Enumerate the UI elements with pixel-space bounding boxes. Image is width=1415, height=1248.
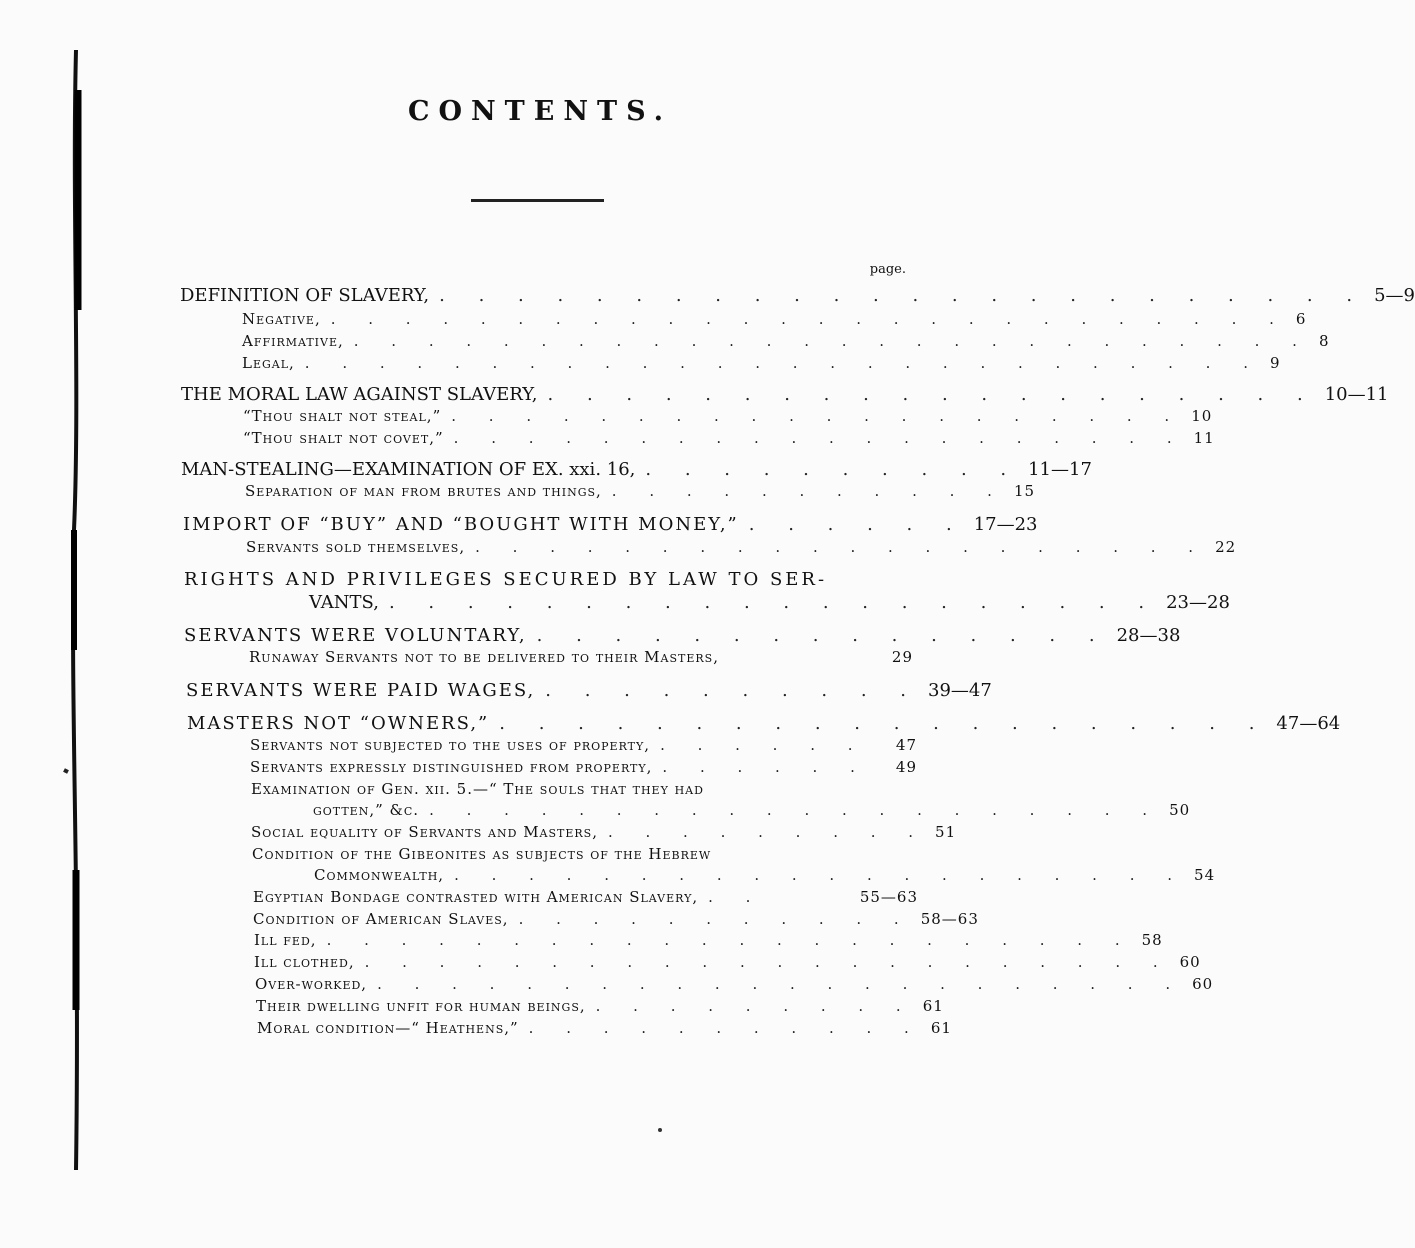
toc-entry-pages: 23—28 xyxy=(1166,592,1230,613)
toc-entry-pages: 55—63 xyxy=(859,888,918,906)
toc-entry-pages: 10—11 xyxy=(1324,384,1389,405)
leader-dots: . . . . . . . . . . xyxy=(645,459,1021,480)
toc-entry-pages: 6 xyxy=(1295,310,1307,328)
leader-dots: . . . . . . xyxy=(748,514,966,535)
toc-subentry[interactable] xyxy=(253,888,918,906)
toc-subentry[interactable] xyxy=(242,332,1330,350)
toc-subentry[interactable] xyxy=(253,910,979,928)
leader-dots: . . . . . . . . . xyxy=(595,997,915,1015)
toc-subentry[interactable] xyxy=(250,758,917,776)
toc-subentry[interactable] xyxy=(254,931,1163,949)
leader-dots: . . . . . . . . . . . . . . . . . . . . xyxy=(429,801,1162,819)
toc-subentry[interactable] xyxy=(251,823,957,841)
toc-entry-title: Ill clothed, xyxy=(254,953,355,971)
toc-entry-title: Condition of American Slaves, xyxy=(253,910,509,928)
toc-entry-pages: 11 xyxy=(1193,429,1215,447)
leader-dots: . . . . . . . . . . . xyxy=(528,1019,923,1037)
leader-dots: . . . . . . xyxy=(660,736,867,754)
toc-entry-pages: 11—17 xyxy=(1028,459,1092,480)
toc-subentry[interactable] xyxy=(243,429,1215,447)
toc-subentry[interactable] xyxy=(246,538,1237,556)
leader-dots: . . . . . . . . . . . . . . . . . . . . . . xyxy=(326,931,1134,949)
toc-entry-title: Legal, xyxy=(242,354,295,372)
toc-subentry[interactable] xyxy=(242,354,1281,372)
toc-entry-title: Servants not subjected to the uses of property, xyxy=(250,736,651,754)
leader-dots: . . . . . . . . . . . . . . . . . . . . xyxy=(499,713,1269,734)
toc-entry-title: Over-worked, xyxy=(255,975,368,993)
toc-entry-pages: 5—9 xyxy=(1374,285,1415,306)
leader-dots: . . . . . . . . . . . . . . . . . . . . xyxy=(547,384,1317,405)
toc-entry[interactable] xyxy=(187,713,1341,734)
toc-entry-pages: 49 xyxy=(895,758,917,776)
toc-entry[interactable] xyxy=(181,384,1389,405)
toc-subentry[interactable] xyxy=(254,953,1201,971)
toc-entry[interactable] xyxy=(181,459,1092,480)
toc-entry-pages: 50 xyxy=(1169,801,1191,819)
toc-entry[interactable] xyxy=(184,625,1181,646)
toc-entry-title: Egyptian Bondage contrasted with American Slavery, xyxy=(253,888,699,906)
page-title: CONTENTS. xyxy=(407,96,673,127)
toc-subentry[interactable] xyxy=(313,801,1191,819)
leader-dots: . . . . . . . . . . . . . . . . . . . . xyxy=(454,866,1187,884)
toc-entry-title: Separation of man from brutes and things, xyxy=(245,482,602,500)
toc-subentry[interactable] xyxy=(255,975,1214,993)
toc-entry[interactable] xyxy=(180,285,1415,306)
toc-entry[interactable] xyxy=(183,514,1038,535)
toc-entry-pages: 61 xyxy=(922,997,944,1015)
toc-entry-title: SERVANTS WERE VOLUNTARY, xyxy=(184,625,527,646)
toc-entry-title: Servants expressly distinguished from property, xyxy=(250,758,653,776)
page-column-heading: page. xyxy=(869,262,906,277)
toc-entry-pages: 15 xyxy=(1013,482,1036,500)
toc-entry-title: Moral condition—“ Heathens,” xyxy=(257,1019,519,1037)
leader-dots: . . . . . . . . . . . . . . . xyxy=(536,625,1109,646)
toc-entry-title: MASTERS NOT “OWNERS,” xyxy=(187,713,490,734)
toc-entry-title: Affirmative, xyxy=(242,332,344,350)
leader-dots: . . . . . . . . . . . xyxy=(611,482,1006,500)
toc-entry-pages: 51 xyxy=(935,823,957,841)
toc-entry-pages: 58 xyxy=(1141,931,1163,949)
toc-entry-title: THE MORAL LAW AGAINST SLAVERY, xyxy=(181,384,538,405)
toc-subentry[interactable] xyxy=(243,407,1213,425)
leader-dots: . . . . . . . . . . . . . . . . . . . . . . xyxy=(364,953,1172,971)
toc-entry-title: IMPORT OF “BUY” AND “BOUGHT WITH MONEY,” xyxy=(183,514,739,535)
toc-entry-pages: 29 xyxy=(891,648,913,666)
toc-entry-pages: 9 xyxy=(1269,354,1281,372)
leader-dots: . . . . . . . . . . . . . . . . . . . . . . . . . . xyxy=(353,332,1311,350)
toc-entry-pages: 22 xyxy=(1215,538,1237,556)
toc-entry-title: Commonwealth, xyxy=(314,866,445,884)
toc-entry-title: VANTS, xyxy=(309,592,379,613)
leader-dots: . . . . . . . . . xyxy=(607,823,928,841)
toc-entry[interactable] xyxy=(309,592,1230,613)
leader-dots: . . xyxy=(708,888,765,906)
toc-entry-title: MAN-STEALING—EXAMINATION OF EX. xxi. 16, xyxy=(181,459,636,480)
toc-entry-title: “Thou shalt not steal,” xyxy=(243,407,442,425)
toc-subentry[interactable] xyxy=(242,310,1307,328)
toc-entry-pages: 60 xyxy=(1179,953,1201,971)
leader-dots: . . . . . . . . . . . . . . . . . . . . . . . . . . xyxy=(330,310,1288,328)
toc-subentry[interactable] xyxy=(250,736,917,754)
toc-entry-pages: 60 xyxy=(1192,975,1214,993)
leader-dots: . . . . . . . . . . . . . . . . . . . . xyxy=(475,538,1208,556)
leader-dots: . . . . . . . . . . . . . . . . . . . . . . . . . . xyxy=(304,354,1262,372)
leader-dots: . . . . . . . . . . xyxy=(545,680,920,701)
toc-entry-title: Their dwelling unfit for human beings, xyxy=(256,997,586,1015)
leader-dots: . . . . . . . . . . . . . . . . . . . . . . . . xyxy=(439,285,1367,306)
toc-entry-title: Runaway Servants not to be delivered to their Masters, xyxy=(249,648,719,666)
toc-entry-pages: 10 xyxy=(1191,407,1213,425)
toc-entry-pages: 54 xyxy=(1194,866,1216,884)
toc-entry-pages: 47 xyxy=(895,736,917,754)
toc-entry-title: Servants sold themselves, xyxy=(246,538,466,556)
toc-entry-title: “Thou shalt not covet,” xyxy=(243,429,444,447)
leader-dots: . . . . . . . . . . . . . . . . . . . . xyxy=(388,592,1159,613)
toc-entry-pages: 28—38 xyxy=(1116,625,1181,646)
toc-entry-title: Social equality of Servants and Masters, xyxy=(251,823,598,841)
toc-subentry[interactable] xyxy=(249,648,913,666)
toc-subentry[interactable] xyxy=(245,482,1036,500)
leader-dots: . . . . . . . . . . . . . . . . . . . . . . xyxy=(377,975,1185,993)
toc-entry-title-line[interactable]: Condition of the Gibeonites as subjects of the Hebrew xyxy=(252,845,712,863)
toc-entry[interactable] xyxy=(186,680,992,701)
toc-entry-title-line[interactable]: RIGHTS AND PRIVILEGES SECURED BY LAW TO SER- xyxy=(184,569,828,590)
toc-entry-title-line[interactable]: Examination of Gen. xii. 5.—“ The souls that they had xyxy=(251,780,704,798)
leader-dots: . . . . . . . . . . . xyxy=(518,910,913,928)
toc-subentry[interactable] xyxy=(257,1019,952,1037)
toc-entry-title: DEFINITION OF SLAVERY, xyxy=(180,285,430,306)
toc-entry-title: Ill fed, xyxy=(254,931,317,949)
toc-entry-pages: 8 xyxy=(1318,332,1330,350)
toc-entry-title: SERVANTS WERE PAID WAGES, xyxy=(186,680,536,701)
toc-entry-pages: 61 xyxy=(930,1019,952,1037)
toc-entry-title: Negative, xyxy=(242,310,321,328)
print-speck xyxy=(658,1128,662,1132)
toc-subentry[interactable] xyxy=(314,866,1216,884)
toc-subentry[interactable] xyxy=(256,997,944,1015)
leader-dots: . . . . . . . . . . . . . . . . . . . . xyxy=(453,429,1186,447)
toc-entry-title: gotten,” &c. xyxy=(313,801,420,819)
toc-entry-pages: 58—63 xyxy=(920,910,979,928)
toc-entry-pages: 17—23 xyxy=(973,514,1038,535)
leader-dots: . . . . . . xyxy=(662,758,869,776)
toc-entry-pages: 47—64 xyxy=(1276,713,1341,734)
toc-entry-pages: 39—47 xyxy=(928,680,992,701)
leader-dots: . . . . . . . . . . . . . . . . . . . . xyxy=(451,407,1184,425)
